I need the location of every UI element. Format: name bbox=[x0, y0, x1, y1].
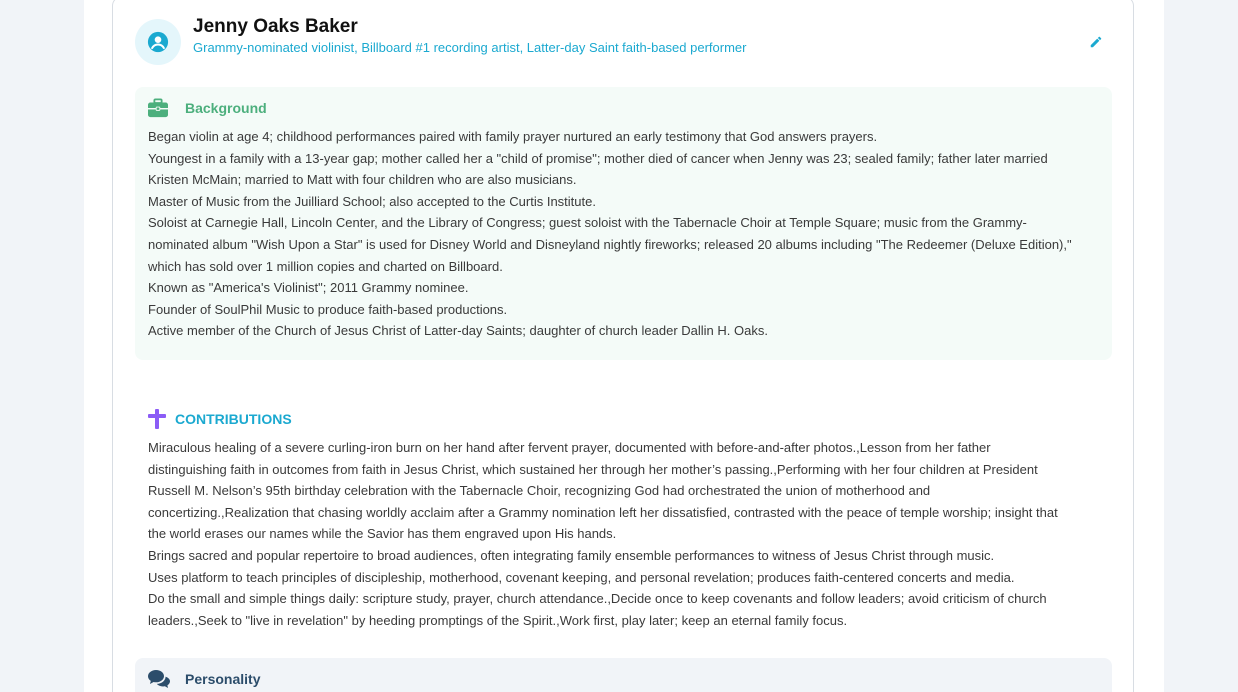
page-column bbox=[84, 0, 1164, 692]
background-section bbox=[135, 87, 1112, 360]
background-line: Active member of the Church of Jesus Christ of Latter-day Saints; daughter of church leader Dallin H. Oaks. bbox=[148, 323, 768, 339]
contributions-line: Do the small and simple things daily: scripture study, prayer, church attendance.,Decide once to keep covenants and follow leaders; avoid criticism of church bbox=[148, 591, 1047, 607]
briefcase-icon bbox=[147, 98, 169, 118]
background-line: Began violin at age 4; childhood performances paired with family prayer nurtured an early testimony that God answers prayers. bbox=[148, 129, 878, 144]
background-line: nominated album "Wish Upon a Star" is used for Disney World and Disneyland nightly fireworks; released 20 albums including "The Redeemer (Deluxe Edition)," bbox=[148, 236, 1072, 252]
profile-name: Jenny Oaks Baker bbox=[193, 16, 358, 37]
contributions-line: the world erases our names while the Savior has them engraved upon His hands. bbox=[148, 526, 617, 542]
contributions-line: distinguishing faith in outcomes from faith in Jesus Christ, which sustained her through her mother’s passing.,Performing with her four children at President bbox=[148, 461, 1038, 477]
background-line: Soloist at Carnegie Hall, Lincoln Center, and the Library of Congress; guest soloist with the Tabernacle Choir at Temple Square; music from the Grammy- bbox=[148, 215, 1027, 231]
background-line: Kristen McMain; married to Matt with four children who are also musicians. bbox=[148, 172, 577, 188]
contributions-text bbox=[148, 437, 1108, 631]
background-heading bbox=[147, 97, 267, 119]
avatar bbox=[135, 19, 181, 65]
background-title: Background bbox=[185, 100, 267, 116]
edit-button[interactable] bbox=[1087, 33, 1105, 51]
personality-section bbox=[135, 658, 1112, 692]
background-text bbox=[148, 126, 1103, 342]
personality-heading bbox=[147, 668, 260, 690]
contributions-heading bbox=[147, 407, 292, 431]
chat-bubbles-icon bbox=[147, 669, 171, 689]
background-line: Master of Music from the Juilliard School; also accepted to the Curtis Institute. bbox=[148, 193, 596, 209]
user-circle-icon bbox=[147, 31, 169, 53]
profile-card bbox=[112, 0, 1134, 692]
profile-header bbox=[135, 16, 1115, 69]
cross-icon bbox=[147, 408, 167, 430]
contributions-line: Russell M. Nelson’s 95th birthday celebration with the Tabernacle Choir, recognizing God had orchestrated the union of motherhood and bbox=[148, 483, 931, 499]
background-line: Youngest in a family with a 13-year gap; mother called her a "child of promise"; mother died of cancer when Jenny was 23; sealed family; father later married bbox=[148, 150, 1048, 166]
pencil-icon bbox=[1089, 35, 1103, 49]
personality-title: Personality bbox=[185, 671, 261, 687]
profile-tagline: Grammy-nominated violinist, Billboard #1 recording artist, Latter-day Saint faith-based performer bbox=[193, 40, 747, 55]
contributions-title: CONTRIBUTIONS bbox=[175, 411, 292, 427]
contributions-line: leaders.,Seek to "live in revelation" by heeding promptings of the Spirit.,Work first, play later; keep an eternal family focus. bbox=[148, 612, 848, 628]
contributions-line: Brings sacred and popular repertoire to broad audiences, often integrating family ensemble performances to witness of Jesus Christ through music. bbox=[148, 547, 995, 563]
background-line: Known as "America's Violinist"; 2011 Grammy nominee. bbox=[148, 280, 469, 296]
background-line: which has sold over 1 million copies and charted on Billboard. bbox=[148, 258, 503, 274]
contributions-line: Miraculous healing of a severe curling-iron burn on her hand after fervent prayer, documented with before-and-after photos.,Lesson from her father bbox=[148, 440, 991, 455]
contributions-line: Uses platform to teach principles of discipleship, motherhood, covenant keeping, and personal revelation; produces faith-centered concerts and media. bbox=[148, 569, 1015, 585]
contributions-line: concertizing.,Realization that chasing worldly acclaim after a Grammy nomination left her dissatisfied, contrasted with the peace of temple worship; insight that bbox=[148, 504, 1058, 520]
background-line: Founder of SoulPhil Music to produce faith-based productions. bbox=[148, 301, 508, 317]
